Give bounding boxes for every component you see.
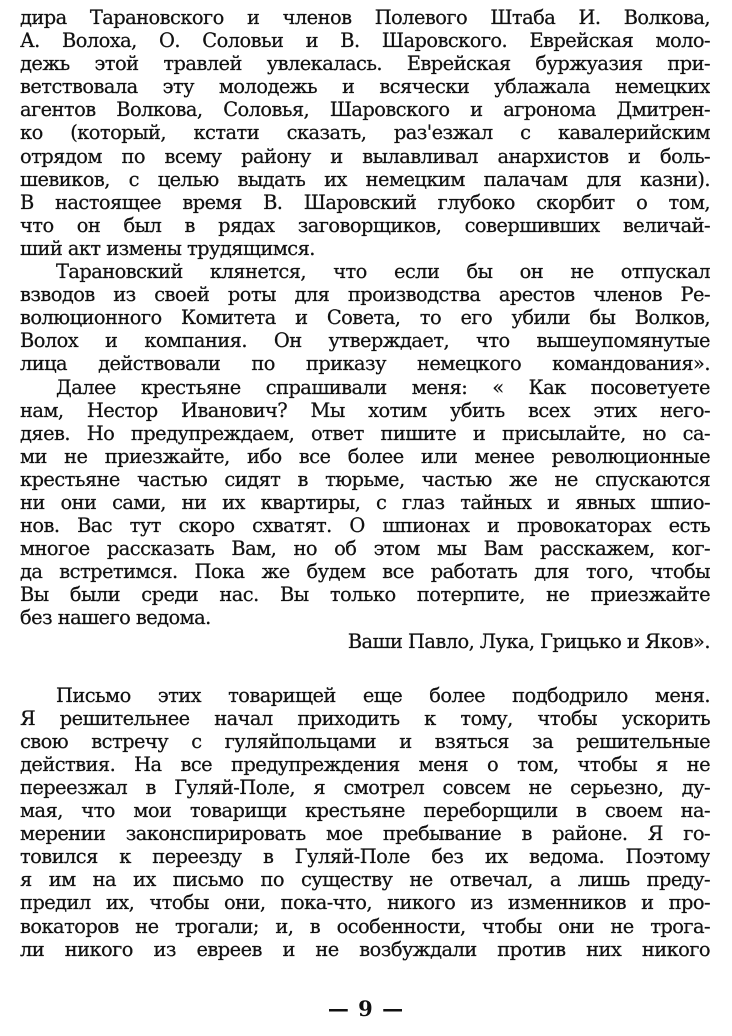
text-line: агентов Волкова, Соловья, Шаровского и агронома Дмитрен-	[20, 98, 710, 122]
text-line: свою встречу с гуляйпольцами и взяться за решительные	[20, 729, 710, 753]
text-line: дяев. Но предупреждаем, ответ пишите и присылайте, но са-	[20, 421, 710, 445]
text-line: Письмо этих товарищей еще более подбодрило меня.	[56, 683, 710, 707]
text-line: крестьяне частью сидят в тюрьме, частью же не спускаются	[20, 467, 710, 491]
paragraph-2	[20, 260, 710, 375]
text-line: Тарановский клянется, что если бы он не отпускал	[56, 260, 710, 284]
text-line: дежь этой травлей увлекалась. Еврейская буржуазия при-	[20, 52, 710, 76]
text-line: без нашего ведома.	[20, 606, 211, 630]
text-line: товился к переезду в Гуляй-Поле без их ведома. Поэтому	[20, 845, 710, 869]
text-line: В настоящее время В. Шаровский глубоко скорбит о том,	[20, 190, 710, 214]
text-line: вокаторов не трогали; и, в особенности, чтобы они не трога-	[20, 914, 710, 938]
page-body	[20, 6, 710, 961]
text-line: А. Волоха, О. Соловьи и В. Шаровского. Еврейская моло-	[20, 29, 710, 53]
paragraph-1	[20, 6, 710, 260]
text-line: мерении законспирировать мое пребывание в районе. Я го-	[20, 822, 710, 846]
text-line: ни они сами, ни их квартиры, с глаз тайных и явных шпио-	[20, 490, 710, 514]
text-line: мая, что мои товарищи крестьяне переборщили в своем на-	[20, 799, 710, 823]
text-line: многое рассказать Вам, но об этом мы Вам расскажем, ког-	[20, 537, 710, 561]
text-line: действия. На все предупреждения меня о том, чтобы я не	[20, 752, 710, 776]
text-line: Далее крестьяне спрашивали меня: « Как посоветуете	[56, 375, 710, 399]
text-line: ми не приезжайте, ибо все более или менее революционные	[20, 444, 710, 468]
paragraph-gap	[20, 653, 710, 684]
text-line: волюционного Комитета и Совета, то его убили бы Волков,	[20, 306, 710, 330]
text-line: Я решительнее начал приходить к тому, чтобы ускорить	[20, 706, 710, 730]
text-line: нов. Вас тут скоро схватят. О шпионах и провокаторах есть	[20, 514, 710, 538]
text-line: что он был в рядах заговорщиков, совершивших величай-	[20, 213, 710, 237]
paragraph-3	[20, 376, 710, 630]
text-line: ли никого из евреев и не возбуждали против них никого	[20, 937, 710, 961]
text-line: дира Тарановского и членов Полевого Штаба И. Волкова,	[20, 6, 710, 29]
text-line: предил их, чтобы они, пока-что, никого из изменников и про-	[20, 891, 710, 915]
text-line: отрядом по всему району и вылавливал анархистов и боль-	[20, 144, 710, 168]
text-line: шевиков, с целью выдать их немецким палачам для казни).	[20, 167, 710, 191]
text-line: я им на их письмо по существу не отвечал, а лишь преду-	[20, 868, 710, 892]
text-line: взводов из своей роты для производства арестов членов Ре-	[20, 283, 710, 307]
text-line: ветствовала эту молодежь и всячески ублажала немецких	[20, 75, 710, 99]
text-line: Волох и компания. Он утверждает, что вышеупомянутые	[20, 329, 710, 353]
text-line: Вы были среди нас. Вы только потерпите, не приезжайте	[20, 583, 710, 607]
text-line: ко (который, кстати сказать, раз'езжал с кавалерийским	[20, 121, 710, 145]
text-line: переезжал в Гуляй-Поле, я смотрел совсем не серьезно, ду-	[20, 776, 710, 799]
text-line: ший акт измены трудящимся.	[20, 236, 315, 260]
letter-signature: Ваши Павло, Лука, Грицько и Яков».	[347, 629, 710, 653]
text-line: нам, Нестор Иванович? Мы хотим убить всех этих него-	[20, 398, 710, 422]
text-line: да встретимся. Пока же будем все работать для того, чтобы	[20, 560, 710, 584]
paragraph-4	[20, 684, 710, 961]
text-line: лица действовали по приказу немецкого командования».	[20, 352, 710, 376]
page-number: — 9 —	[327, 996, 405, 1021]
